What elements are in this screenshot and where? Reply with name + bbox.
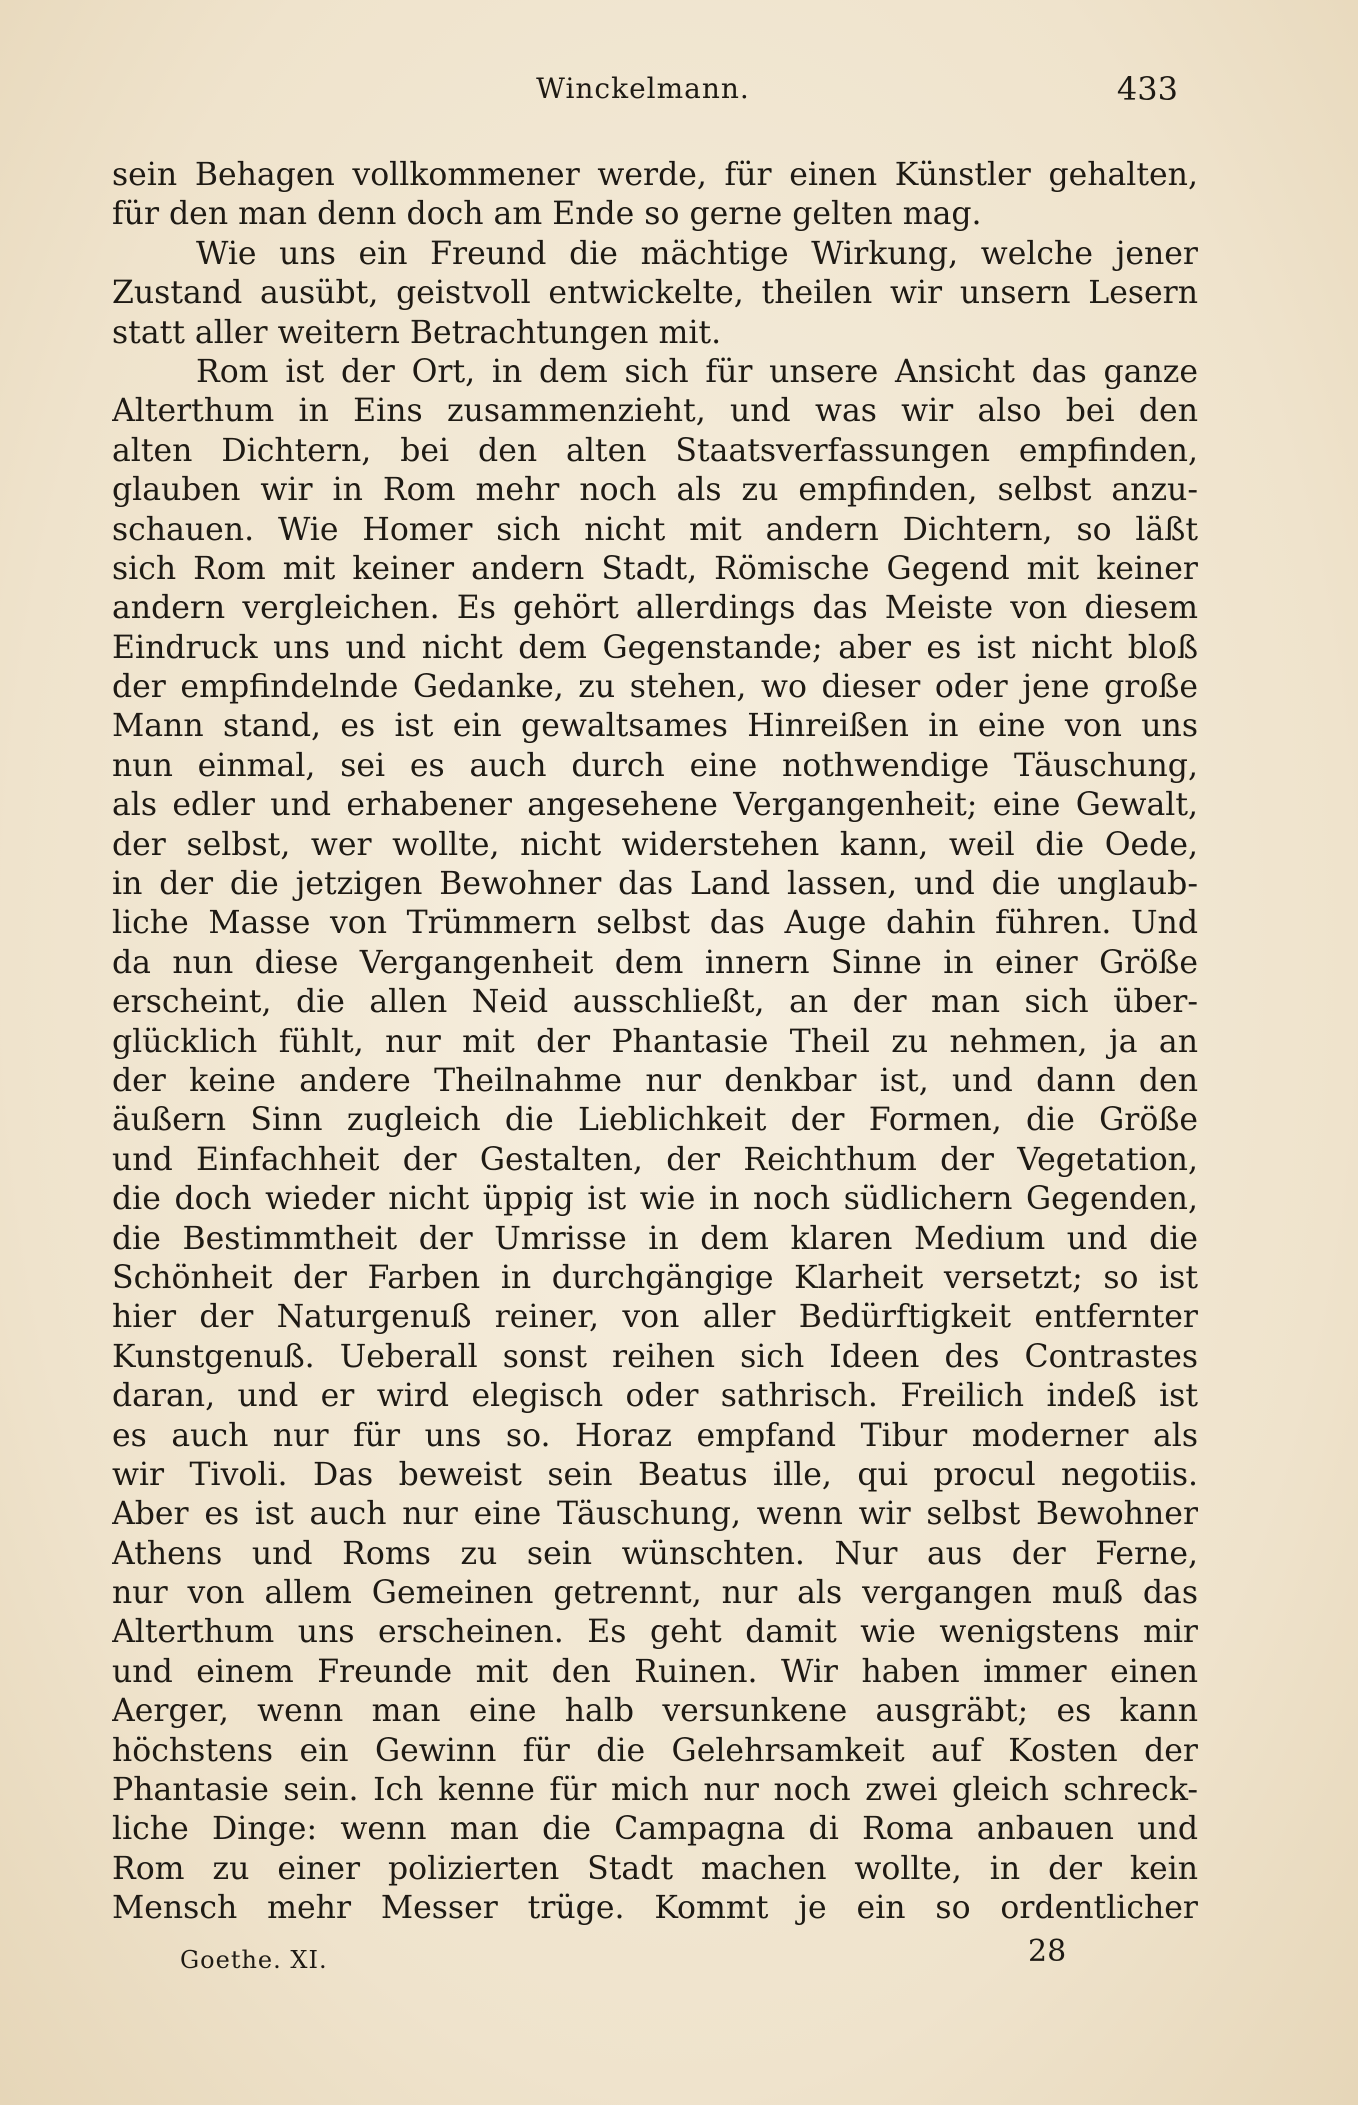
text-line: wir Tivoli. Das beweist sein Beatus ille, qui procul negotiis. xyxy=(112,1456,1198,1493)
text-line: nur von allem Gemeinen getrennt, nur als vergangen muß das xyxy=(112,1575,1198,1612)
text-line: andern vergleichen. Es gehört allerdings das Meiste von diesem xyxy=(112,590,1198,627)
text-line: statt aller weitern Betrachtungen mit. xyxy=(112,314,722,351)
text-line: sich Rom mit keiner andern Stadt, Römische Gegend mit keiner xyxy=(112,550,1198,587)
sheet-number: 28 xyxy=(1028,1934,1067,1969)
text-line: glauben wir in Rom mehr noch als zu empfinden, selbst anzu- xyxy=(112,472,1198,509)
text-line: da nun diese Vergangenheit dem innern Sinne in einer Größe xyxy=(112,944,1198,981)
text-line: Phantasie sein. Ich kenne für mich nur noch zwei gleich schreck- xyxy=(112,1772,1198,1809)
text-line: hier der Naturgenuß reiner, von aller Bedürftigkeit entfernter xyxy=(112,1299,1198,1336)
text-line: es auch nur für uns so. Horaz empfand Tibur moderner als xyxy=(112,1417,1198,1454)
text-line: höchstens ein Gewinn für die Gelehrsamkeit auf Kosten der xyxy=(112,1732,1198,1769)
text-line: liche Masse von Trümmern selbst das Auge dahin führen. Und xyxy=(112,905,1198,942)
text-line: Rom ist der Ort, in dem sich für unsere Ansicht das ganze xyxy=(196,353,1198,390)
text-line: äußern Sinn zugleich die Lieblichkeit der Formen, die Größe xyxy=(112,1102,1198,1139)
text-line: schauen. Wie Homer sich nicht mit andern Dichtern, so läßt xyxy=(112,511,1198,548)
text-line: alten Dichtern, bei den alten Staatsverfassungen empfinden, xyxy=(112,432,1198,469)
text-line: Alterthum in Eins zusammenzieht, und was wir also bei den xyxy=(112,393,1198,430)
text-line: liche Dinge: wenn man die Campagna di Roma anbauen und xyxy=(112,1811,1198,1848)
text-line: in der die jetzigen Bewohner das Land lassen, und die unglaub- xyxy=(112,866,1198,903)
text-line: Kunstgenuß. Ueberall sonst reihen sich Ideen des Contrastes xyxy=(112,1338,1198,1375)
page-footer xyxy=(180,1936,1080,1986)
text-line: Aerger, wenn man eine halb versunkene ausgräbt; es kann xyxy=(112,1693,1198,1730)
signature-mark: Goethe. XI. xyxy=(180,1946,328,1974)
text-line: sein Behagen vollkommener werde, für einen Künstler gehalten, xyxy=(112,157,1198,193)
text-line: Eindruck uns und nicht dem Gegenstande; aber es ist nicht bloß xyxy=(112,629,1198,666)
text-line: Mensch mehr Messer trüge. Kommt je ein so ordentlicher xyxy=(112,1890,1198,1927)
text-line: Wie uns ein Freund die mächtige Wirkung, welche jener xyxy=(196,235,1198,272)
text-line: nun einmal, sei es auch durch eine nothwendige Täuschung, xyxy=(112,747,1198,784)
text-line: der selbst, wer wollte, nicht widerstehen kann, weil die Oede, xyxy=(112,826,1198,863)
text-line: und einem Freunde mit den Ruinen. Wir haben immer einen xyxy=(112,1653,1198,1690)
text-line: die Bestimmtheit der Umrisse in dem klaren Medium und die xyxy=(112,1220,1198,1257)
text-line: der empfindelnde Gedanke, zu stehen, wo dieser oder jene große xyxy=(112,669,1198,706)
text-line: Athens und Roms zu sein wünschten. Nur aus der Ferne, xyxy=(112,1535,1198,1572)
page-header xyxy=(108,72,1178,112)
text-line: Schönheit der Farben in durchgängige Klarheit versetzt; so ist xyxy=(112,1259,1198,1296)
text-line: daran, und er wird elegisch oder sathrisch. Freilich indeß ist xyxy=(112,1378,1198,1415)
body-text xyxy=(112,156,1198,1929)
text-line: der keine andere Theilnahme nur denkbar ist, und dann den xyxy=(112,1062,1198,1099)
text-line: glücklich fühlt, nur mit der Phantasie Theil zu nehmen, ja an xyxy=(112,1023,1198,1060)
running-head: Winckelmann. xyxy=(536,72,750,105)
text-line: Aber es ist auch nur eine Täuschung, wenn wir selbst Bewohner xyxy=(112,1496,1198,1533)
text-line: die doch wieder nicht üppig ist wie in noch südlichern Gegenden, xyxy=(112,1181,1198,1218)
text-line: Zustand ausübt, geistvoll entwickelte, theilen wir unsern Lesern xyxy=(112,275,1198,312)
text-line: Mann stand, es ist ein gewaltsames Hinreißen in eine von uns xyxy=(112,708,1198,745)
text-line: und Einfachheit der Gestalten, der Reichthum der Vegetation, xyxy=(112,1141,1198,1178)
text-line: erscheint, die allen Neid ausschließt, an der man sich über- xyxy=(112,984,1198,1021)
text-line: Rom zu einer polizierten Stadt machen wollte, in der kein xyxy=(112,1850,1198,1887)
text-line: als edler und erhabener angesehene Vergangenheit; eine Gewalt, xyxy=(112,787,1198,824)
page-number: 433 xyxy=(1116,70,1178,108)
text-line: Alterthum uns erscheinen. Es geht damit wie wenigstens mir xyxy=(112,1614,1198,1651)
text-line: für den man denn doch am Ende so gerne gelten mag. xyxy=(112,196,982,233)
